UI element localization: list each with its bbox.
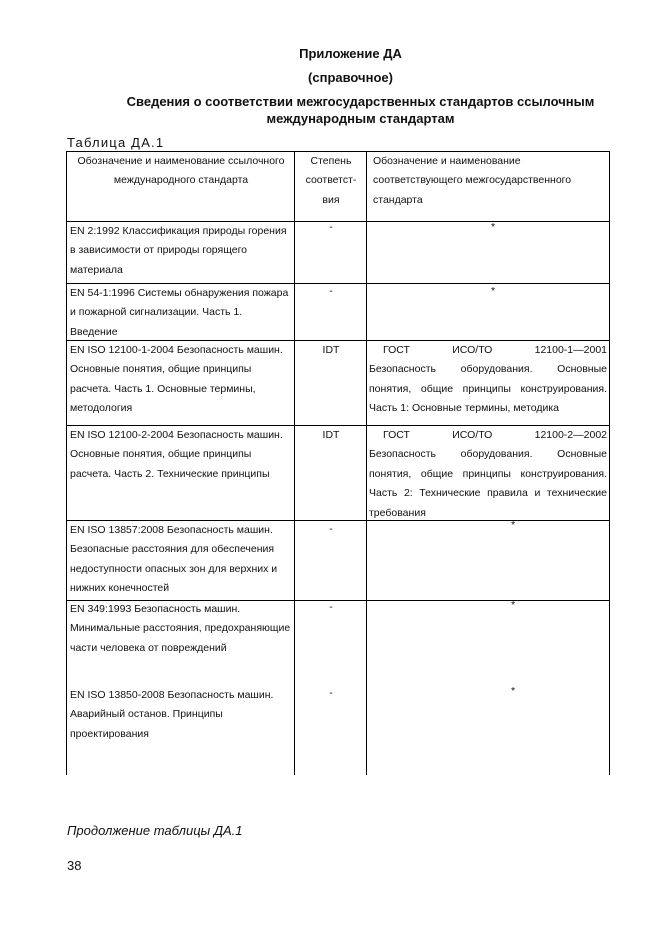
table-row-6-gost: * bbox=[510, 599, 516, 611]
table-row-5-reference: EN ISO 13857:2008 Безопасность машин. Безопасные расстояния для обеспечения недоступности опасных зон для верхних и нижних конечностей bbox=[70, 524, 278, 595]
table-row-3-degree: IDT bbox=[322, 344, 340, 356]
table-row-3-gost-designation: ГОСТ ИСО/ТО 12100-1—2001 bbox=[383, 344, 607, 356]
table-row-4-reference: EN ISO 12100-2-2004 Безопасность машин. Основные понятия, общие принципы расчета. Часть 2. Технические принципы bbox=[70, 429, 283, 480]
table-row-5-gost: * bbox=[510, 519, 516, 531]
table-continuation-label: Продолжение таблицы ДА.1 bbox=[67, 823, 243, 838]
table-row-3-gost bbox=[369, 341, 607, 419]
table-left-border bbox=[66, 151, 67, 775]
table-row-4-gost-title: Безопасность оборудования. Основные понятия, общие принципы конструирования. Часть 2: Технические правила и технические требования bbox=[369, 448, 607, 519]
table-row-2-reference: EN 54-1:1996 Системы обнаружения пожара и пожарной сигнализации. Часть 1. Введение bbox=[70, 287, 289, 338]
page-number: 38 bbox=[67, 858, 82, 873]
appendix-heading-line2: международным стандартам bbox=[266, 111, 455, 126]
table-row-6-degree: - bbox=[329, 601, 333, 613]
table-row-5-degree: - bbox=[329, 523, 333, 535]
table-row-6-reference: EN 349:1993 Безопасность машин. Минимальные расстояния, предохраняющие части человека от повреждений bbox=[70, 603, 291, 654]
appendix-heading-line1: Сведения о соответствии межгосударственных стандартов ссылочным bbox=[126, 94, 595, 109]
table-row-4-gost-designation: ГОСТ ИСО/ТО 12100-2—2002 bbox=[383, 429, 607, 441]
table-row-2-degree: - bbox=[329, 285, 333, 297]
appendix-title: Приложение ДА bbox=[299, 46, 402, 61]
table-row-4-gost bbox=[369, 426, 607, 523]
table-row-7-reference: EN ISO 13850-2008 Безопасность машин. Аварийный останов. Принципы проектирования bbox=[70, 689, 274, 740]
header-gost-standard: Обозначение и наименование соответствующего межгосударственного стандарта bbox=[373, 155, 572, 206]
table-row-2-gost: * bbox=[490, 285, 496, 297]
table-row-1-reference: EN 2:1992 Классификация природы горения в зависимости от природы горящего материала bbox=[70, 225, 287, 276]
col-divider-1 bbox=[294, 151, 295, 775]
col-divider-2 bbox=[366, 151, 367, 775]
table-caption: Таблица ДА.1 bbox=[67, 135, 165, 150]
table-row-7-gost: * bbox=[510, 685, 516, 697]
appendix-subtitle: (справочное) bbox=[308, 70, 393, 85]
table-row-1-gost: * bbox=[490, 221, 496, 233]
header-degree: Степень соответст-вия bbox=[305, 155, 357, 206]
table-row-4-degree: IDT bbox=[322, 429, 340, 441]
table-row-7-degree: - bbox=[329, 687, 333, 699]
header-reference-standard: Обозначение и наименование ссылочного международного стандарта bbox=[77, 155, 285, 187]
table-row-1-degree: - bbox=[329, 221, 333, 233]
table-row-3-gost-title: Безопасность оборудования. Основные понятия, общие принципы конструирования. Часть 1: Основные термины, методика bbox=[369, 363, 607, 415]
table-row-3-reference: EN ISO 12100-1-2004 Безопасность машин. Основные понятия, общие принципы расчета. Часть 1. Основные термины, методология bbox=[70, 344, 283, 415]
